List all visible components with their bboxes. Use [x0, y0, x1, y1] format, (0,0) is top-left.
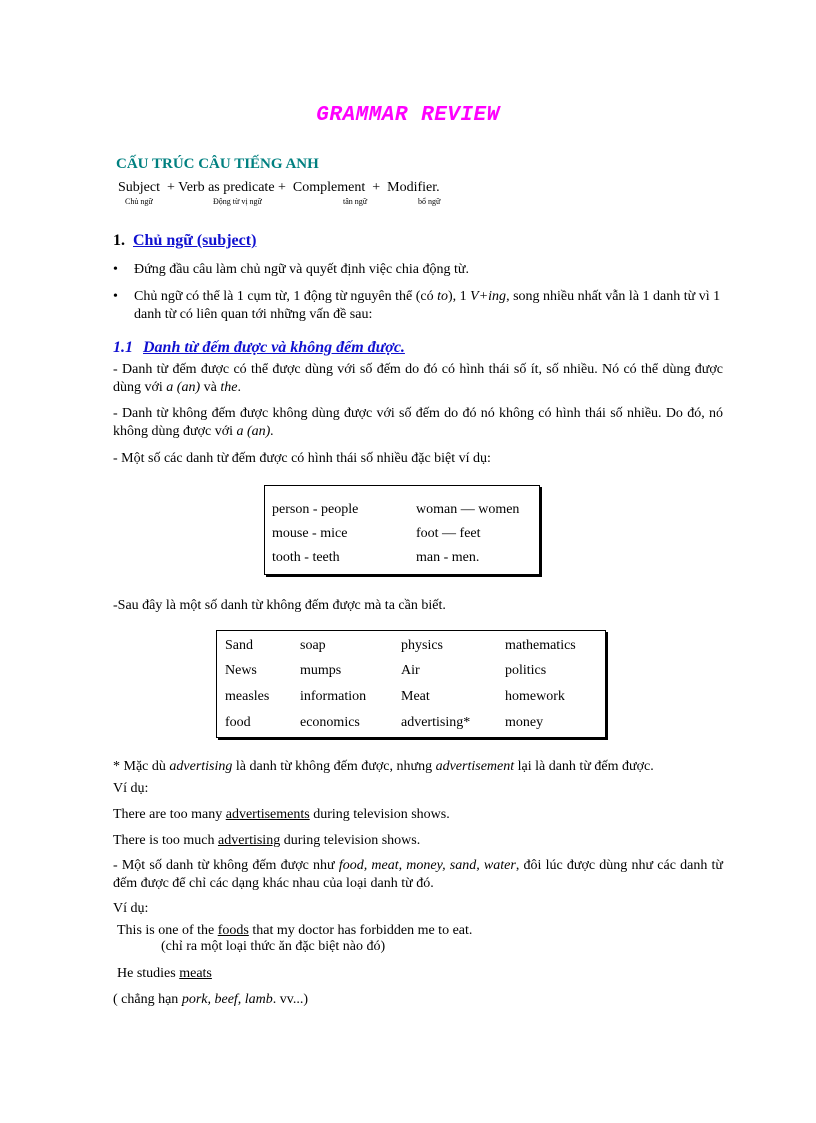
example-label: Ví dụ: [113, 901, 149, 916]
table-cell: Sand [225, 638, 253, 653]
heading-countable-link[interactable]: Danh từ đếm được và không đếm được. [143, 339, 405, 356]
table-cell: man - men. [416, 550, 480, 565]
table-cell: woman — women [416, 502, 520, 517]
plural-forms-table [264, 485, 540, 575]
example-sentence: This is one of the foods that my doctor has forbidden me to eat. [117, 923, 473, 938]
table-row [225, 710, 576, 736]
heading-number: 1. [113, 232, 125, 249]
example-sentence: There are too many advertisements during television shows. [113, 807, 450, 822]
table-cell: physics [401, 638, 443, 653]
paragraph-special-uncountable: - Một số danh từ không đếm được như food, meat, money, sand, water, đôi lúc được dùng như các danh từ đếm được để chỉ các dạng khác nhau của loại danh từ đó. [113, 858, 723, 891]
heading-subject [113, 232, 256, 250]
table-cell: politics [505, 663, 547, 678]
section-heading: CẤU TRÚC CÂU TIẾNG ANH [116, 156, 319, 172]
example-explanation: (chỉ ra một loại thức ăn đặc biệt nào đó) [161, 939, 386, 954]
bullet-item [113, 261, 723, 279]
table-cell: economics [300, 715, 360, 730]
table-row [272, 546, 519, 570]
table-cell: tooth - teeth [272, 550, 340, 565]
glossary-modifier: bổ ngữ [418, 197, 441, 206]
bullet-text: Đứng đầu câu làm chủ ngữ và quyết định việc chia động từ. [134, 262, 469, 277]
example-explanation: ( chẳng hạn pork, beef, lamb. vv...) [113, 992, 309, 1007]
table-cell: money [505, 715, 544, 730]
uncountable-nouns-table [216, 630, 606, 738]
advertising-note: * Mặc dù advertising là danh từ không đếm được, nhưng advertisement lại là danh từ đếm được. [113, 759, 654, 774]
example-sentence: He studies meats [117, 966, 212, 981]
bullet-icon: • [113, 262, 118, 277]
table-cell: mathematics [505, 638, 576, 653]
example-label: Ví dụ: [113, 781, 149, 796]
table-cell: homework [505, 689, 565, 704]
table-cell: advertising* [401, 715, 471, 730]
paragraph-uncountable-intro: -Sau đây là một số danh từ không đếm được mà ta cần biết. [113, 598, 446, 613]
table-cell: mouse - mice [272, 526, 348, 541]
paragraph-countable: - Danh từ đếm được có thể được dùng với số đếm do đó có hình thái số ít, số nhiều. Nó có thể dùng được dùng với a (an) và the. [113, 362, 723, 395]
table-cell: mumps [300, 663, 342, 678]
table-row [272, 498, 519, 522]
sentence-formula: Subject + Verb as predicate + Complement + Modifier. [118, 180, 440, 195]
table-cell: foot — feet [416, 526, 481, 541]
bullet-text: Chủ ngữ có thể là 1 cụm từ, 1 động từ nguyên thể (có to), 1 V+ing, song nhiều nhất vẫn là 1 danh từ vì 1 danh từ có liên quan tới những vấn đề sau: [134, 289, 721, 322]
heading-number: 1.1 [113, 339, 133, 356]
glossary-subject: Chủ ngữ [125, 197, 153, 206]
table-cell: food [225, 715, 251, 730]
example-sentence: There is too much advertising during television shows. [113, 833, 421, 848]
bullet-icon: • [113, 289, 118, 304]
paragraph-uncountable: - Danh từ không đếm được không dùng được với số đếm do đó nó không có hình thái số nhiều. Do đó, nó không dùng được với a (an). [113, 406, 723, 439]
table-row [225, 634, 576, 658]
table-cell: soap [300, 638, 326, 653]
glossary-verb: Động từ vị ngữ [213, 197, 262, 206]
table-cell: measles [225, 689, 270, 704]
heading-subject-link[interactable]: Chủ ngữ (subject) [133, 232, 257, 249]
table-row [225, 684, 576, 710]
table-cell: Air [401, 663, 420, 678]
heading-countable [113, 339, 405, 357]
table-row [272, 522, 519, 546]
glossary-complement: tân ngữ [343, 197, 368, 206]
document-title: GRAMMAR REVIEW [316, 104, 500, 127]
table-cell: News [225, 663, 257, 678]
table-row [225, 658, 576, 684]
paragraph-plural-intro: - Một số các danh từ đếm được có hình thái số nhiều đặc biệt ví dụ: [113, 451, 491, 466]
table-cell: information [300, 689, 367, 704]
table-cell: person - people [272, 502, 359, 517]
table-cell: Meat [401, 689, 430, 704]
bullet-item [113, 288, 723, 324]
